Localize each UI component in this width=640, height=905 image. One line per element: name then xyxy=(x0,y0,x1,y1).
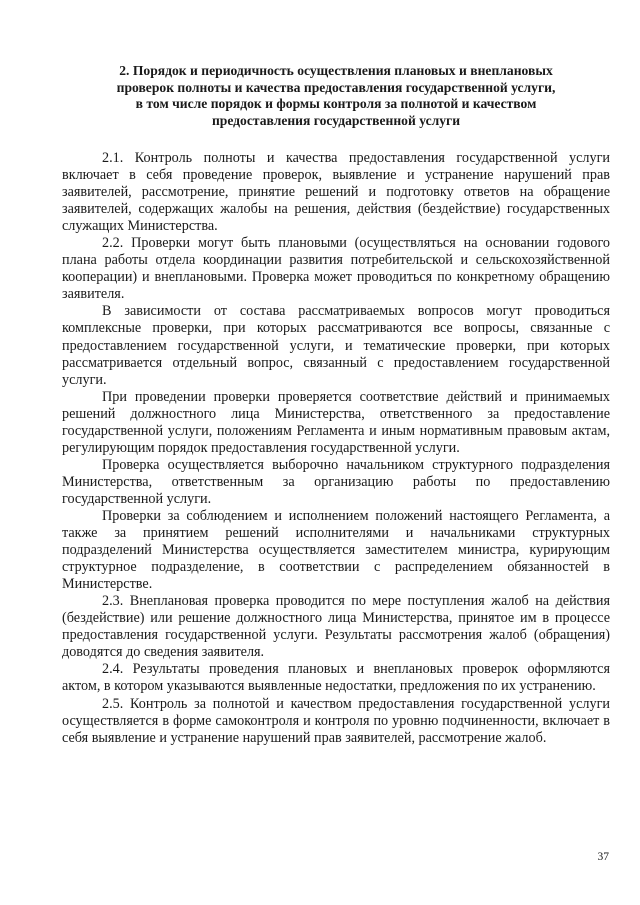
paragraph-oversight: Проверки за соблюдением и исполнением положений настоящего Регламента, а также за принятием решений исполнителями и начальниками структурных подразделений Министерства осуществляется заместителем министра, курирующим структурное подразделение, в соответствии с распределением обязанностей в Министерстве. xyxy=(62,507,610,593)
paragraph-2-3: 2.3. Внеплановая проверка проводится по мере поступления жалоб на действия (бездействие) или решение должностного лица Министерства, принятое им в процессе предоставления государственной услуги. Результаты рассмотрения жалоб (обращения) доводятся до сведения заявителя. xyxy=(62,593,610,661)
heading-line-1: 2. Порядок и периодичность осуществления плановых и внеплановых xyxy=(119,63,553,78)
page-number: 37 xyxy=(597,851,609,863)
heading-line-4: предоставления государственной услуги xyxy=(211,112,461,128)
paragraph-check-scope: При проведении проверки проверяется соответствие действий и принимаемых решений должностного лица Министерства, ответственного за предоставление государственной услуги, положениям Регламента и иным нормативным правовым актам, регулирующим порядок предоставления государственной услуги. xyxy=(62,388,610,456)
paragraph-2-4: 2.4. Результаты проведения плановых и внеплановых проверок оформляются актом, в котором указываются выявленные недостатки, предложения по их устранению. xyxy=(62,661,610,695)
heading-line-3: в том числе порядок и формы контроля за полнотой и качеством xyxy=(135,96,537,111)
section-heading xyxy=(62,63,610,129)
paragraph-2-5: 2.5. Контроль за полнотой и качеством предоставления государственной услуги осуществляется в форме самоконтроля и контроля по уровню подчиненности, включает в себя выявление и устранение нарушений прав заявителей, рассмотрение жалоб. xyxy=(62,695,610,746)
document-body xyxy=(62,150,610,747)
heading-line-2: проверок полноты и качества предоставления государственной услуги, xyxy=(116,79,556,95)
paragraph-2-2: 2.2. Проверки могут быть плановыми (осуществляться на основании годового плана работы отдела координации развития потребительской и сельскохозяйственной кооперации) и внеплановыми. Проверка может проводиться по конкретному обращению заявителя. xyxy=(62,235,610,303)
paragraph-2-1: 2.1. Контроль полноты и качества предоставления государственной услуги включает в себя проведение проверок, выявление и устранение нарушений прав заявителей, рассмотрение, принятие решений и подготовку ответов на обращение заявителей, содержащих жалобы на решения, действия (бездействие) государственных служащих Министерства. xyxy=(62,150,610,235)
paragraph-selective-check: Проверка осуществляется выборочно начальником структурного подразделения Министерства, ответственным за организацию работы по предоставлению государственной услуги. xyxy=(62,456,610,507)
paragraph-complex-checks: В зависимости от состава рассматриваемых вопросов могут проводиться комплексные проверки, при которых рассматриваются все вопросы, связанные с предоставлением государственной услуги, и тематические проверки, при которых рассматривается отдельный вопрос, связанный с предоставлением государственной услуги. xyxy=(62,303,610,388)
